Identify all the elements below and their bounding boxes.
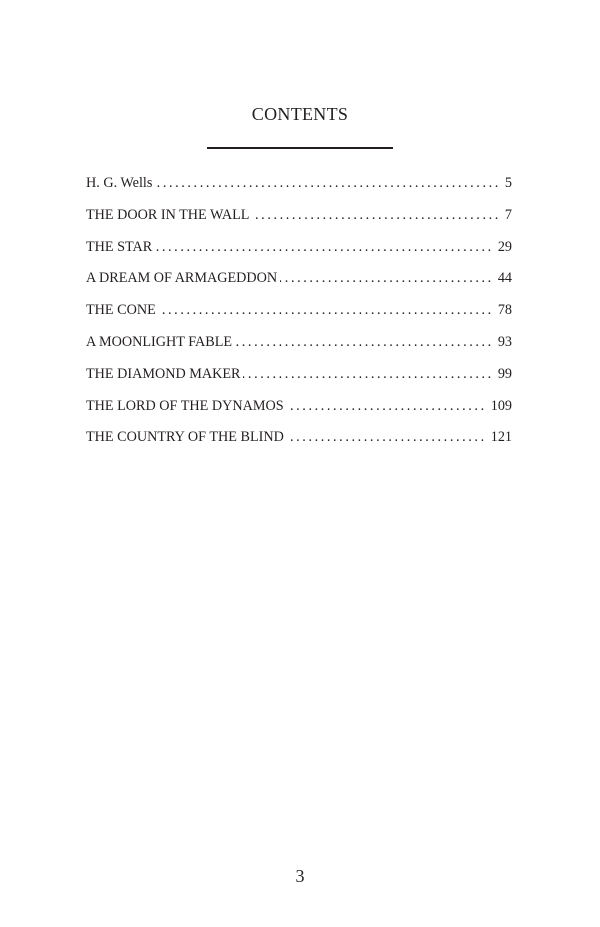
dot-leader	[252, 207, 501, 224]
toc-entry	[86, 175, 512, 207]
toc-entry-page: 121	[490, 429, 512, 446]
dot-leader	[287, 398, 487, 415]
heading-rule	[207, 147, 393, 149]
toc-entry-title: THE STAR	[86, 238, 153, 255]
dot-leader	[155, 239, 494, 256]
toc-entry-title: THE DOOR IN THE WALL	[86, 206, 250, 223]
toc-entry-page: 44	[497, 270, 512, 287]
toc-entry	[86, 207, 512, 239]
toc-entry	[86, 334, 512, 366]
toc-entry-title: THE DIAMOND MAKER	[86, 365, 241, 382]
toc-entry	[86, 429, 512, 461]
toc-entry-title: THE COUNTRY OF THE BLIND	[86, 429, 284, 446]
toc-entry-title: A DREAM OF ARMAGEDDON	[86, 270, 278, 287]
page-number: 3	[295, 866, 305, 886]
toc-entry	[86, 398, 512, 430]
toc-entry-title: THE CONE	[86, 302, 156, 319]
toc-entry-page: 99	[497, 365, 512, 382]
toc-entry	[86, 366, 512, 398]
dot-leader	[235, 334, 494, 351]
dot-leader	[155, 175, 501, 192]
toc-entry-title: A MOONLIGHT FABLE	[86, 333, 233, 350]
toc-entry-page: 29	[497, 238, 512, 255]
toc-entry-title: H. G. Wells	[86, 175, 153, 191]
dot-leader	[280, 270, 494, 287]
dot-leader	[159, 302, 494, 319]
toc-entry-page: 5	[504, 175, 512, 191]
contents-heading: CONTENTS	[251, 104, 349, 124]
toc-entry-page: 109	[490, 397, 512, 414]
toc-entry-page: 7	[504, 206, 512, 223]
toc-entry	[86, 270, 512, 302]
toc-entry	[86, 239, 512, 271]
toc-entry	[86, 302, 512, 334]
toc-entry-page: 78	[497, 302, 512, 319]
toc-entry-page: 93	[497, 333, 512, 350]
dot-leader	[287, 429, 487, 446]
toc-entry-title: THE LORD OF THE DYNAMOS	[86, 397, 284, 414]
table-of-contents	[86, 175, 512, 461]
dot-leader	[243, 366, 493, 383]
